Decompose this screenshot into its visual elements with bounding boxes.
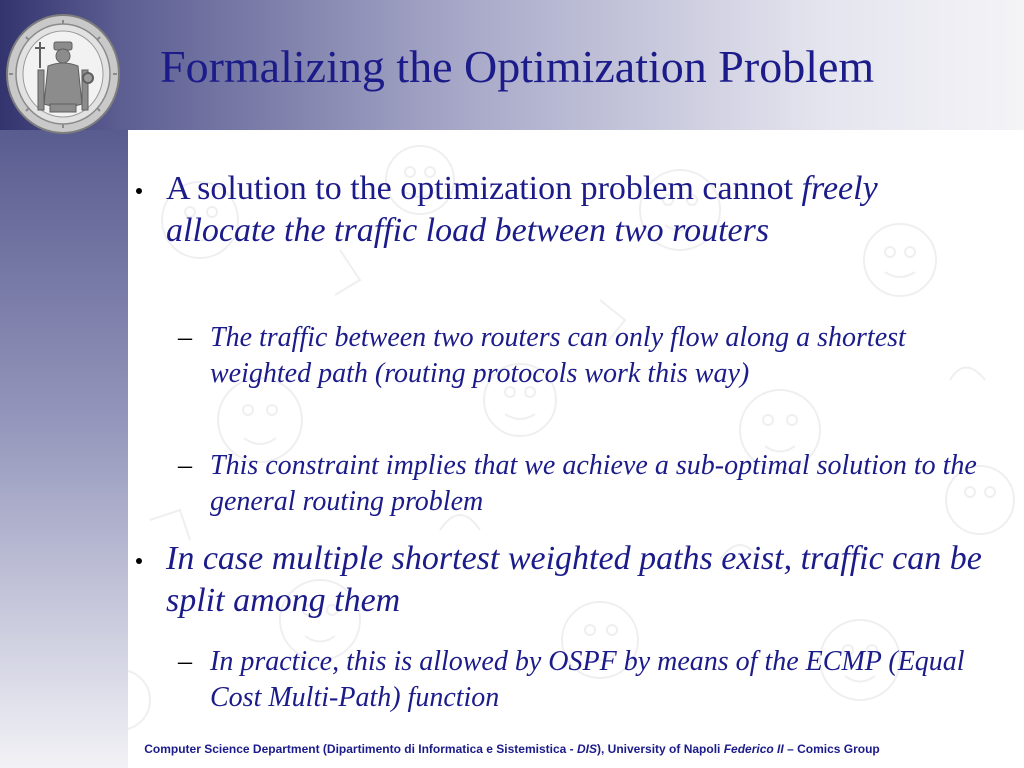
sub-bullet-item-1 <box>178 320 1000 392</box>
bullet-1-plain-text: A solution to the optimization problem cannot <box>166 170 802 207</box>
university-seal-icon <box>4 12 122 136</box>
slide-title: Formalizing the Optimization Problem <box>160 41 875 92</box>
footer-university: ), University of Napoli <box>597 742 724 756</box>
en-dash-marker: – <box>178 646 192 677</box>
en-dash-marker: – <box>178 322 192 353</box>
side-band <box>0 130 128 768</box>
sub-bullet-item-2 <box>178 448 1000 520</box>
footer-department: Computer Science Department (Dipartimento di Informatica e Sistemistica - <box>144 742 577 756</box>
sub-bullet-1-text: The traffic between two routers can only flow along a shortest weighted path (routing protocols work this way) <box>210 322 906 389</box>
sub-bullet-2-text: This constraint implies that we achieve a sub-optimal solution to the general routing problem <box>210 450 977 517</box>
sub-bullet-item-3 <box>178 644 1000 716</box>
bullet-dot-icon <box>136 188 142 194</box>
bullet-2-italic-text: In case multiple shortest weighted paths exist, traffic can be split among them <box>166 540 982 619</box>
bullet-dot-icon <box>136 558 142 564</box>
slide-footer <box>0 742 1024 756</box>
en-dash-marker: – <box>178 450 192 481</box>
bullet-item-1 <box>166 168 986 252</box>
footer-dis: DIS <box>577 742 598 756</box>
bullet-item-2 <box>166 538 986 622</box>
footer-federico: Federico II <box>723 742 784 756</box>
sub-bullet-3-text: In practice, this is allowed by OSPF by means of the ECMP (Equal Cost Multi-Path) function <box>210 646 965 713</box>
bullet-1-italic-text: freely allocate the traffic load between two routers <box>166 170 878 249</box>
footer-group: – Comics Group <box>783 742 880 756</box>
slide-body <box>128 130 1024 730</box>
